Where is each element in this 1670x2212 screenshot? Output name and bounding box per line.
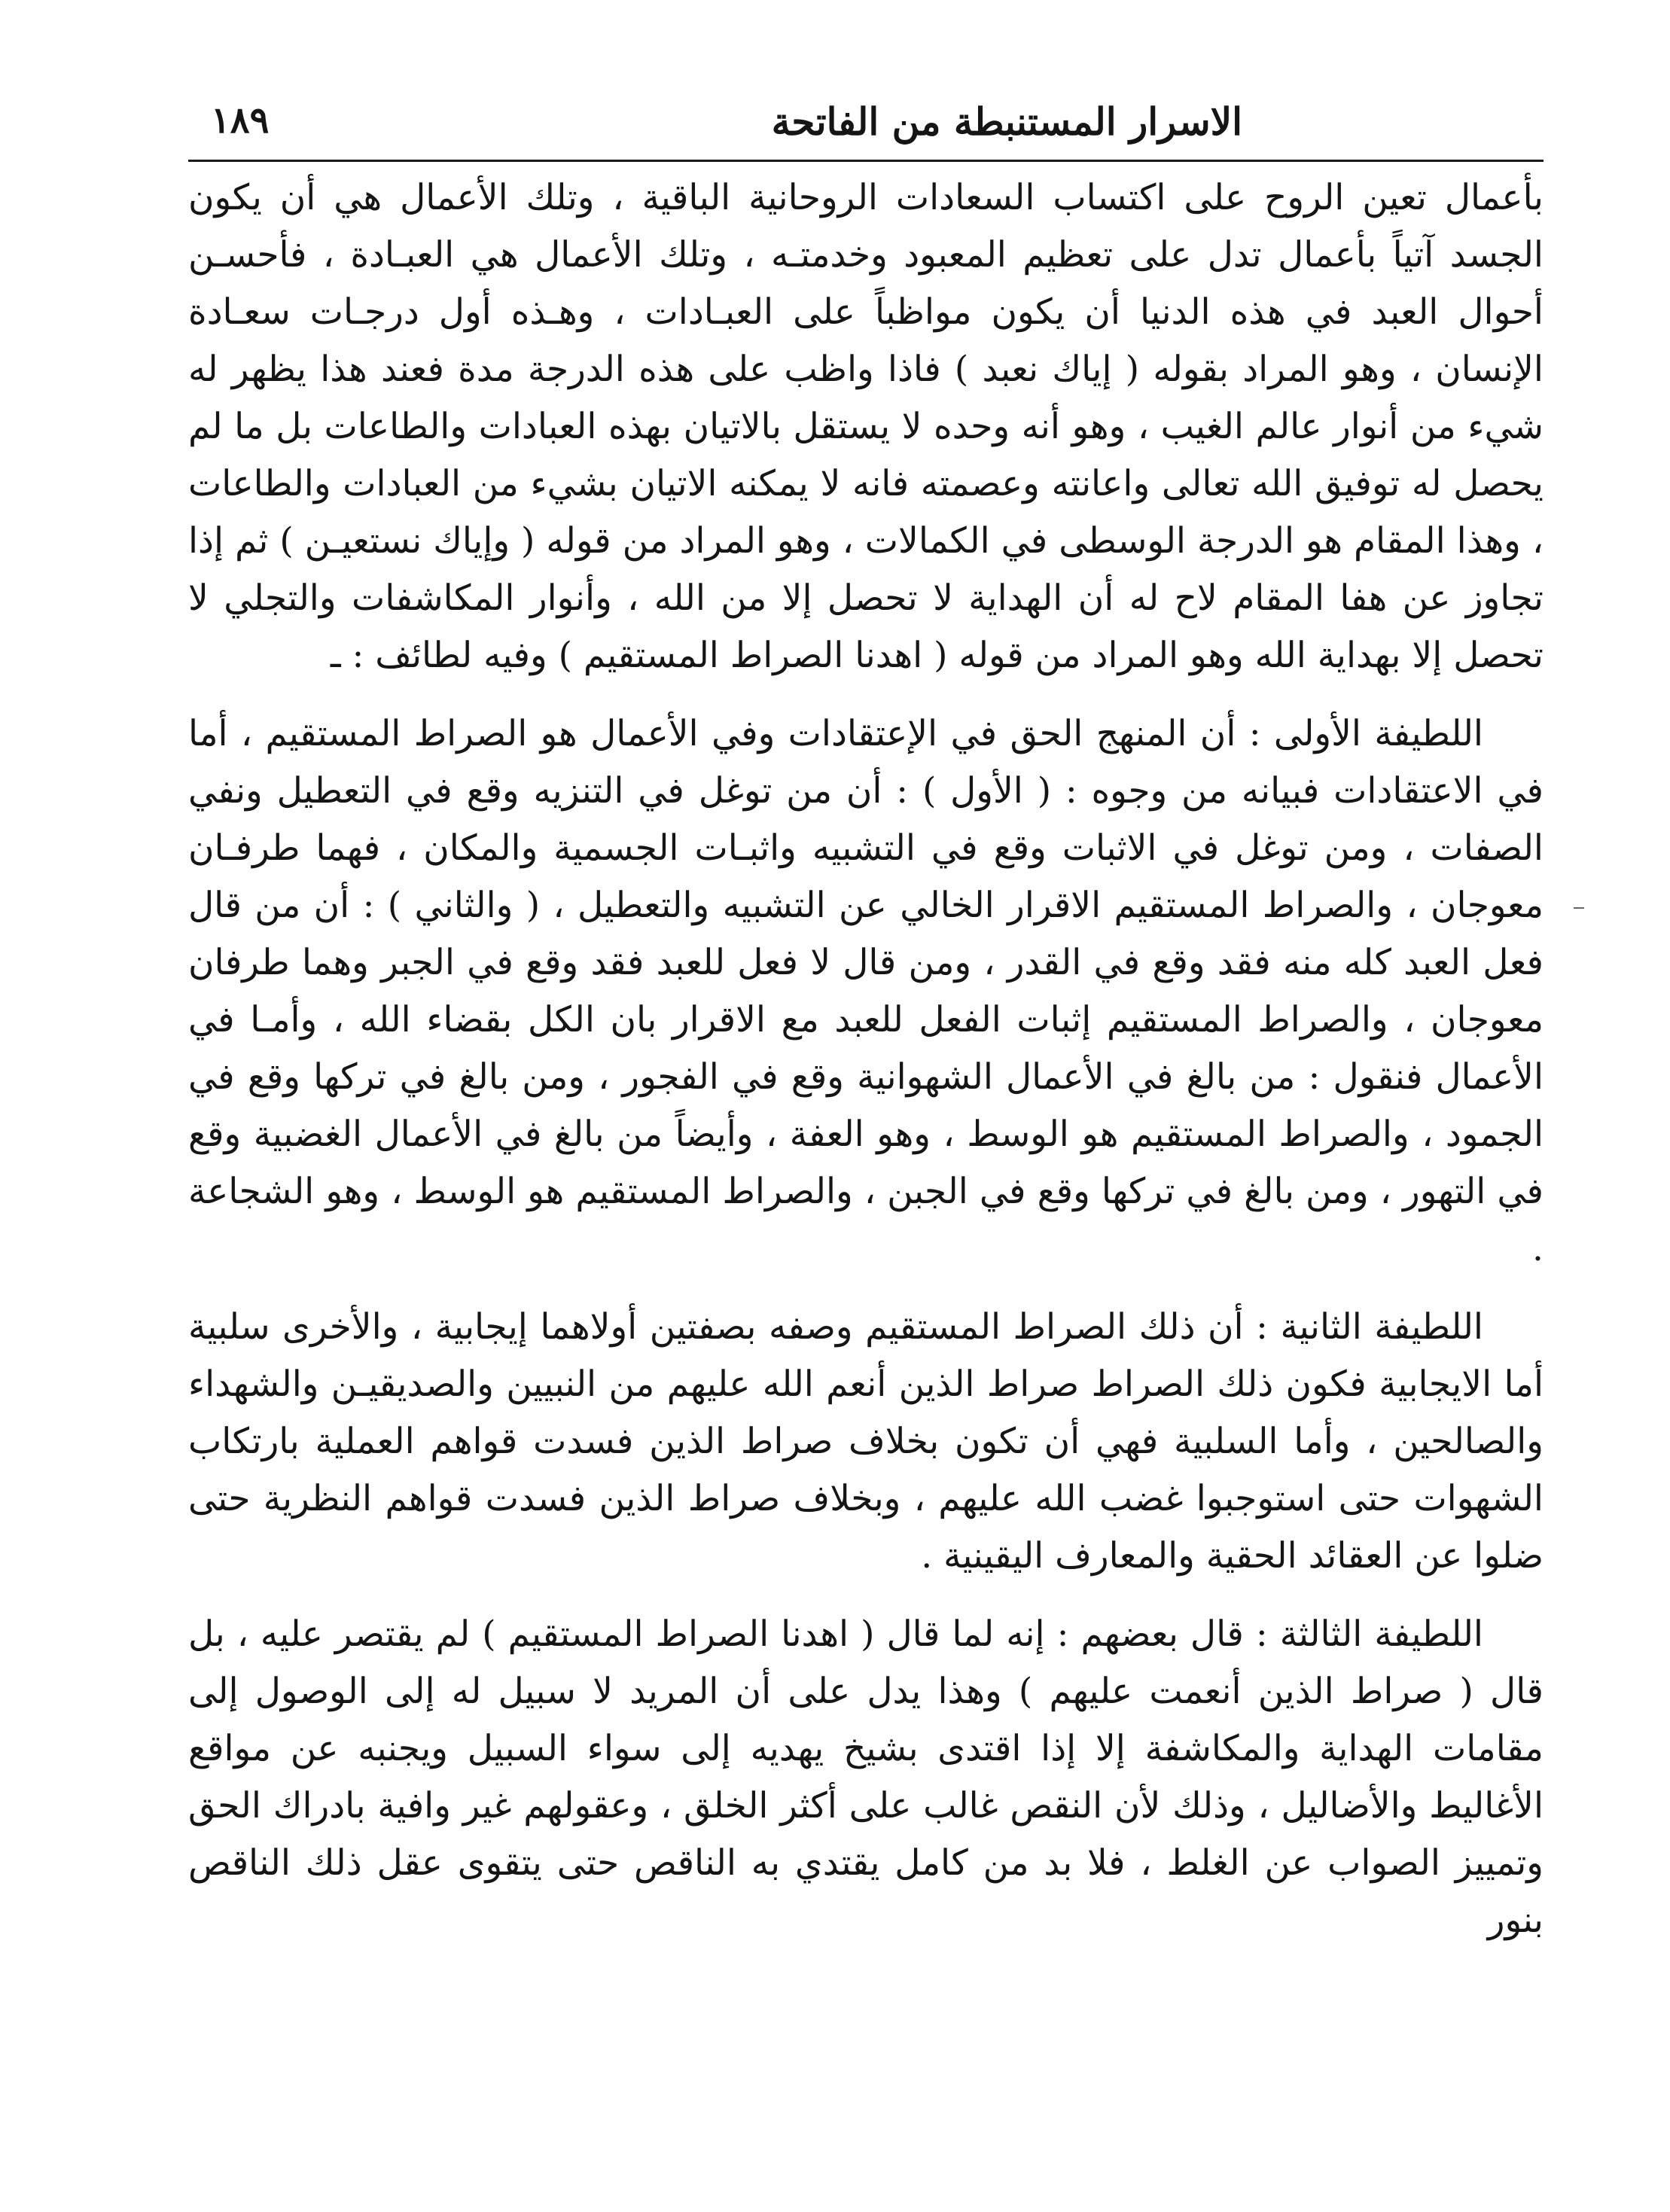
paragraph-first-subtlety: اللطيفة الأولى : أن المنهج الحق في الإعتقادات وفي الأعمال هو الصراط المستقيم ، أما في الاعتقادات فبيانه من وجوه : ( الأول ) : أن من توغل في التنزيه وقع في التعطيل ونفي الصفات ، ومن توغل في الاثبات وقع في التشبيه واثبـات الجسمية والمكان ، فهما طرفـان معوجان ، والصراط المستقيم الاقرار الخالي عن التشبيه والتعطيل ، ( والثاني ) : أن من قال فعل العبد كله منه فقد وقع في القدر ، ومن قال لا فعل للعبد فقد وقع في الجبر وهما طرفان معوجان ، والصراط المستقيم إثبات الفعل للعبد مع الاقرار بان الكل بقضاء الله ، وأمـا في الأعمال فنقول : من بالغ في الأعمال الشهوانية وقع في الفجور ، ومن بالغ في تركها وقع في الجمود ، والصراط المستقيم هو الوسط ، وهو العفة ، وأيضاً من بالغ في الأعمال الغضبية وقع في التهور ، ومن بالغ في تركها وقع في الجبن ، والصراط المستقيم هو الوسط ، وهو الشجاعة . — [188, 713, 1544, 1269]
page-body — [188, 169, 1544, 1970]
paragraph-second-subtlety: اللطيفة الثانية : أن ذلك الصراط المستقيم وصفه بصفتين أولاهما إيجابية ، والأخرى سلبية أما الايجابية فكون ذلك الصراط صراط الذين أنعم الله عليهم من النبيين والصديقيـن والشهداء والصالحين ، وأما السلبية فهي أن تكون بخلاف صراط الذين فسدت قواهم العملية بارتكاب الشهوات حتى استوجبوا غضب الله عليهم ، وبخلاف صراط الذين فسدت قواهم النظرية حتى ضلوا عن العقائد الحقية والمعارف اليقينية . — [188, 1306, 1544, 1577]
margin-mark — [1574, 907, 1584, 909]
running-title: الاسرار المستنبطة من الفاتحة — [771, 99, 1242, 144]
paragraph-intro: بأعمال تعين الروح على اكتساب السعادات الروحانية الباقية ، وتلك الأعمال هي أن يكون الجسد آتياً بأعمال تدل على تعظيم المعبود وخدمتـه ، وتلك الأعمال هي العبـادة ، فأحسـن أحوال العبد في هذه الدنيا أن يكون مواظباً على العبـادات ، وهـذه أول درجـات سعـادة الإنسان ، وهو المراد بقوله ( إياك نعبد ) فاذا واظب على هذه الدرجة مدة فعند هذا يظهر له شيء من أنوار عالم الغيب ، وهو أنه وحده لا يستقل بالاتيان بهذه العبادات والطاعات بل ما لم يحصل له توفيق الله تعالى واعانته وعصمته فانه لا يمكنه الاتيان بشيء من العبادات والطاعات ، وهذا المقام هو الدرجة الوسطى في الكمالات ، وهو المراد من قوله ( وإياك نستعيـن ) ثم إذا تجاوز عن هفا المقام لاح له أن الهداية لا تحصل إلا من الله ، وأنوار المكاشفات والتجلي لا تحصل إلا بهداية الله وهو المراد من قوله ( اهدنا الصراط المستقيم ) وفيه لطائف : ـ — [188, 177, 1544, 676]
page-number: ١٨٩ — [211, 99, 270, 142]
running-header — [188, 96, 1536, 157]
header-divider — [188, 160, 1544, 162]
paragraph-third-subtlety: اللطيفة الثالثة : قال بعضهم : إنه لما قال ( اهدنا الصراط المستقيم ) لم يقتصر عليه ، بل قال ( صراط الذين أنعمت عليهم ) وهذا يدل على أن المريد لا سبيل له إلى الوصول إلى مقامات الهداية والمكاشفة إلا إذا اقتدى بشيخ يهديه إلى سواء السبيل ويجنبه عن مواقع الأغاليط والأضاليل ، وذلك لأن النقص غالب على أكثر الخلق ، وعقولهم غير وافية بادراك الحق وتمييز الصواب عن الغلط ، فلا بد من كامل يقتدي به الناقص حتى يتقوى عقل ذلك الناقص بنور — [188, 1613, 1544, 1941]
